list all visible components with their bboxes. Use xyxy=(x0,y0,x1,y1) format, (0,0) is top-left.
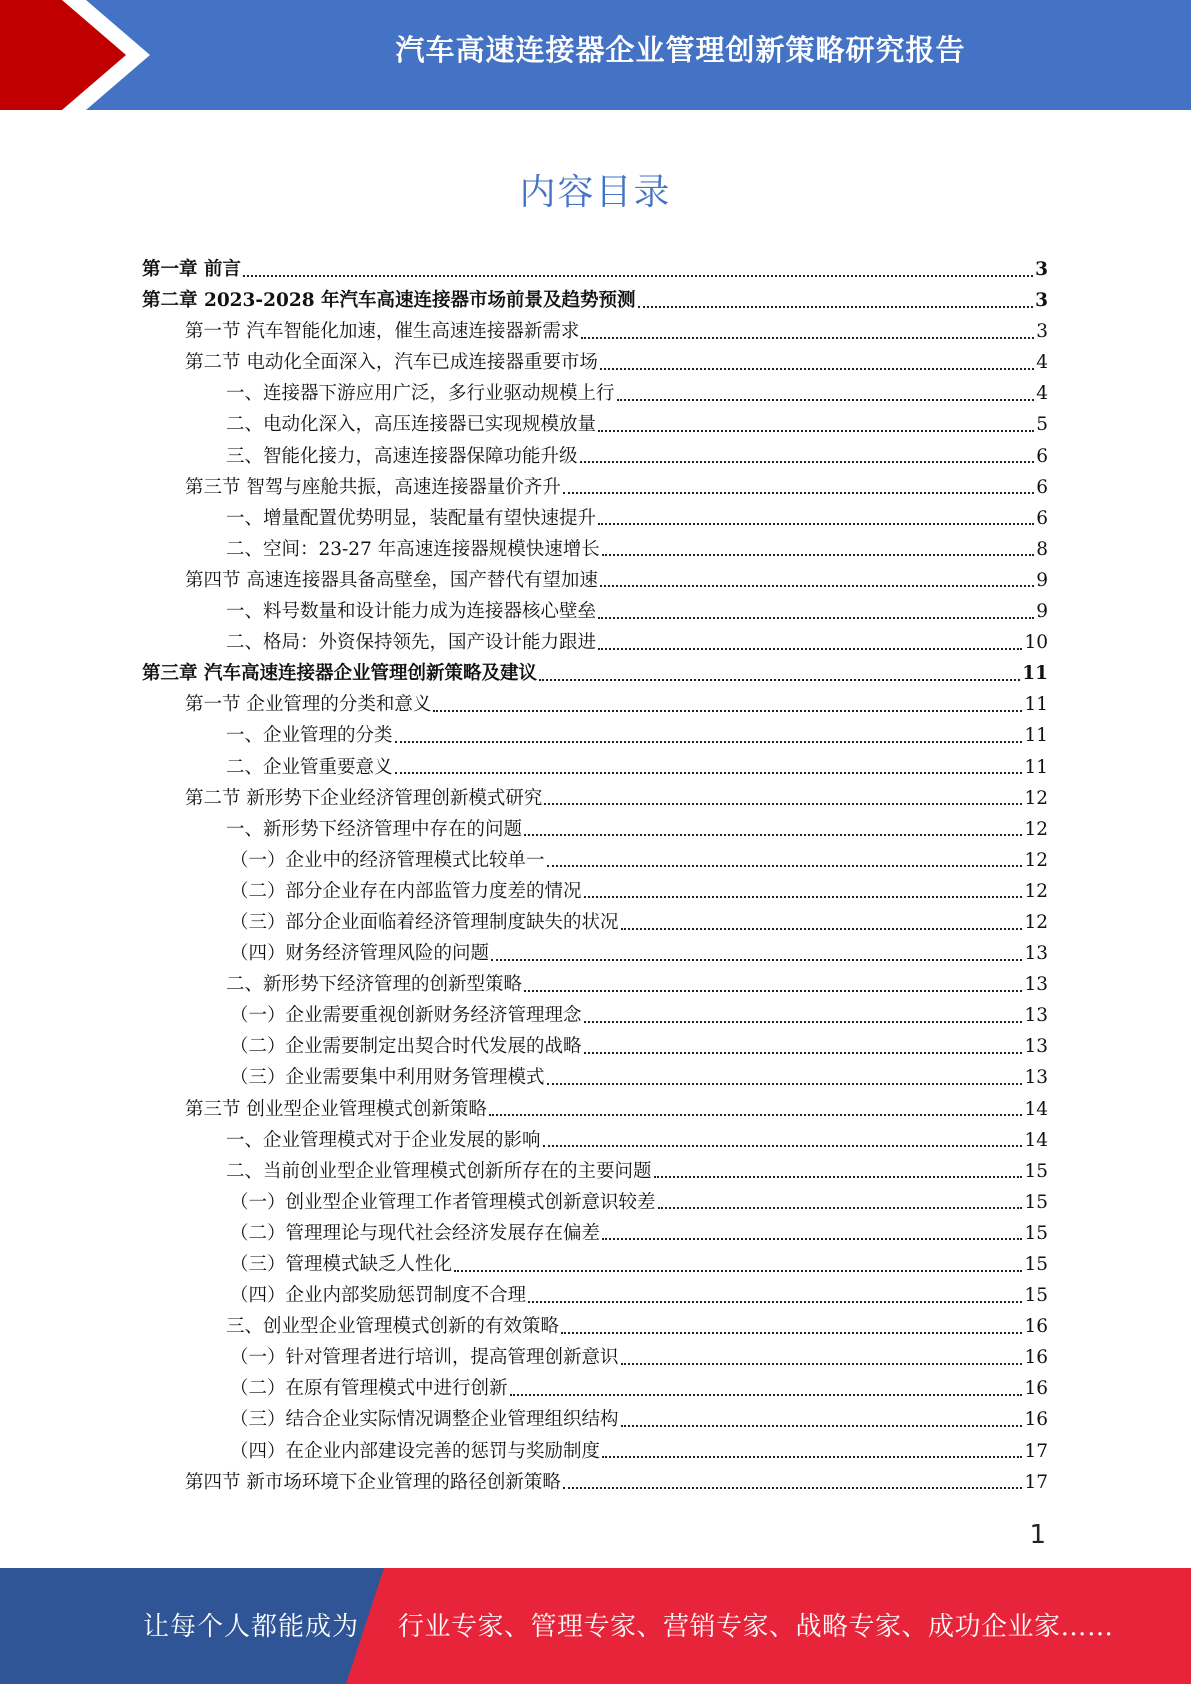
toc-entry-title: 第一章 前言 xyxy=(142,259,241,280)
toc-entry-page: 9 xyxy=(1036,601,1048,623)
toc-entry-page: 4 xyxy=(1036,383,1048,405)
toc-entry[interactable] xyxy=(142,441,1048,472)
toc-entry-title: （二）管理理论与现代社会经济发展存在偏差 xyxy=(230,1222,601,1244)
toc-entry-title: 第一节 汽车智能化加速，催生高速连接器新需求 xyxy=(185,321,580,343)
toc-leader-dots xyxy=(581,337,1034,339)
toc-entry-title: 一、新形势下经济管理中存在的问题 xyxy=(226,818,523,840)
toc-entry-title: 二、格局：外资保持领先，国产设计能力跟进 xyxy=(226,632,597,654)
report-title: 汽车高速连接器企业管理创新策略研究报告 xyxy=(395,33,966,67)
toc-leader-dots xyxy=(600,585,1034,587)
toc-entry-title: 第四节 高速连接器具备高壁垒，国产替代有望加速 xyxy=(185,569,598,591)
footer-slogan-left: 让每个人都能成为 xyxy=(143,1612,360,1642)
toc-entry-page: 17 xyxy=(1024,1440,1048,1462)
footer-banner xyxy=(0,1568,1191,1684)
toc-leader-dots xyxy=(617,399,1035,401)
page-number: 1 xyxy=(1029,1520,1046,1550)
toc-entry-title: （一）创业型企业管理工作者管理模式创新意识较差 xyxy=(230,1191,656,1213)
toc-entry-title: 第一节 企业管理的分类和意义 xyxy=(185,694,432,716)
toc-entry-title: 第二节 新形势下企业经济管理创新模式研究 xyxy=(185,787,543,809)
toc-entry-page: 16 xyxy=(1024,1316,1048,1338)
toc-leader-dots xyxy=(563,1487,1023,1489)
toc-entry-page: 5 xyxy=(1036,414,1048,436)
toc-leader-dots xyxy=(621,1425,1023,1427)
toc-entry[interactable] xyxy=(142,534,1048,565)
toc-entry[interactable] xyxy=(142,907,1048,938)
toc-entry[interactable] xyxy=(142,689,1048,720)
toc-leader-dots xyxy=(584,896,1023,898)
toc-entry-page: 14 xyxy=(1024,1098,1048,1120)
toc-entry[interactable] xyxy=(142,409,1048,440)
toc-leader-dots xyxy=(544,803,1022,805)
toc-entry-title: 二、电动化深入，高压连接器已实现规模放量 xyxy=(226,414,597,436)
toc-entry[interactable] xyxy=(142,938,1048,969)
toc-entry[interactable] xyxy=(142,1218,1048,1249)
toc-entry-page: 4 xyxy=(1036,352,1048,374)
toc-entry-title: 一、企业管理模式对于企业发展的影响 xyxy=(226,1129,541,1151)
toc-entry[interactable] xyxy=(142,472,1048,503)
toc-entry-title: 第三章 汽车高速连接器企业管理创新策略及建议 xyxy=(142,663,537,685)
toc-entry-title: （一）企业中的经济管理模式比较单一 xyxy=(230,849,545,871)
footer-slogan-right: 行业专家、管理专家、营销专家、战略专家、成功企业家…… xyxy=(398,1612,1114,1642)
toc-entry-page: 13 xyxy=(1024,1067,1048,1089)
toc-leader-dots xyxy=(584,1021,1023,1023)
toc-entry-page: 11 xyxy=(1024,725,1048,747)
toc-entry-title: （一）企业需要重视创新财务经济管理理念 xyxy=(230,1005,582,1027)
toc-entry-page: 13 xyxy=(1024,1036,1048,1058)
toc-entry-title: 第三节 创业型企业管理模式创新策略 xyxy=(185,1098,487,1120)
toc-entry-page: 15 xyxy=(1024,1254,1048,1275)
toc-entry-page: 12 xyxy=(1024,787,1048,809)
toc-leader-dots xyxy=(584,1052,1023,1054)
toc-entry[interactable] xyxy=(142,347,1048,378)
toc-entry-title: （四）财务经济管理风险的问题 xyxy=(230,943,490,965)
toc-entry-page: 8 xyxy=(1036,538,1048,560)
toc-leader-dots xyxy=(580,461,1035,463)
toc-leader-dots xyxy=(547,865,1023,867)
toc-entry[interactable] xyxy=(142,1342,1048,1373)
toc-leader-dots xyxy=(658,1207,1023,1209)
toc-leader-dots xyxy=(524,834,1022,836)
toc-entry-page: 12 xyxy=(1024,818,1048,840)
toc-entry[interactable] xyxy=(142,1373,1048,1404)
toc-entry-title: 二、企业管重要意义 xyxy=(226,756,393,778)
toc-entry[interactable] xyxy=(142,254,1048,285)
toc-leader-dots xyxy=(621,1363,1023,1365)
toc-entry[interactable] xyxy=(142,503,1048,534)
toc-entry-page: 12 xyxy=(1024,849,1048,871)
toc-entry-title: 一、料号数量和设计能力成为连接器核心壁垒 xyxy=(226,601,597,623)
toc-entry[interactable] xyxy=(142,814,1048,845)
toc-entry-page: 16 xyxy=(1024,1347,1048,1369)
toc-entry[interactable] xyxy=(142,752,1048,783)
toc-entry-title: 第二章 2023-2028 年汽车高速连接器市场前景及趋势预测 xyxy=(142,290,636,312)
toc-leader-dots xyxy=(561,1332,1022,1334)
toc-entry-page: 11 xyxy=(1024,694,1048,716)
toc-leader-dots xyxy=(654,1176,1023,1178)
toc-entry[interactable] xyxy=(142,876,1048,907)
toc-leader-dots xyxy=(243,275,1033,277)
toc-leader-dots xyxy=(598,648,1022,650)
toc-leader-dots xyxy=(510,1394,1023,1396)
toc-entry-title: （四）企业内部奖励惩罚制度不合理 xyxy=(230,1285,527,1307)
toc-entry-page: 10 xyxy=(1024,632,1048,654)
toc-entry-page: 15 xyxy=(1024,1222,1048,1244)
toc-entry[interactable] xyxy=(142,565,1048,596)
toc-entry-title: （三）部分企业面临着经济管理制度缺失的状况 xyxy=(230,911,619,933)
toc-entry-page: 16 xyxy=(1024,1409,1048,1431)
toc-leader-dots xyxy=(602,554,1035,556)
toc-entry-title: （三）企业需要集中利用财务管理模式 xyxy=(230,1067,545,1089)
toc-entry[interactable] xyxy=(142,783,1048,814)
toc-entry-title: （三）管理模式缺乏人性化 xyxy=(230,1254,453,1275)
toc-entry-page: 6 xyxy=(1036,445,1048,467)
toc-leader-dots xyxy=(563,492,1034,494)
toc-entry-title: 第二节 电动化全面深入，汽车已成连接器重要市场 xyxy=(185,352,598,374)
toc-entry-title: （三）结合企业实际情况调整企业管理组织结构 xyxy=(230,1409,619,1431)
toc-entry[interactable] xyxy=(142,1000,1048,1031)
toc-entry-title: （四）在企业内部建设完善的惩罚与奖励制度 xyxy=(230,1440,601,1462)
toc-entry[interactable] xyxy=(142,1404,1048,1435)
toc-entry-page: 15 xyxy=(1024,1191,1048,1213)
toc-leader-dots xyxy=(489,1114,1023,1116)
toc-heading: 内容目录 xyxy=(519,172,672,213)
toc-entry-page: 13 xyxy=(1024,1005,1048,1027)
toc-entry[interactable] xyxy=(142,1062,1048,1093)
toc-entry-title: 第三节 智驾与座舱共振，高速连接器量价齐升 xyxy=(185,476,561,498)
toc-entry[interactable] xyxy=(142,316,1048,347)
toc-entry-page: 13 xyxy=(1024,943,1048,965)
toc-entry-title: 一、增量配置优势明显，装配量有望快速提升 xyxy=(226,507,597,529)
toc-entry-title: （一）针对管理者进行培训，提高管理创新意识 xyxy=(230,1347,619,1369)
toc-leader-dots xyxy=(528,1301,1022,1303)
toc-leader-dots xyxy=(598,617,1034,619)
toc-leader-dots xyxy=(524,990,1022,992)
toc-entry-page: 14 xyxy=(1024,1129,1048,1151)
toc-leader-dots xyxy=(602,1238,1022,1240)
toc-leader-dots xyxy=(602,1456,1022,1458)
toc-entry-title: 第四节 新市场环境下企业管理的路径创新策略 xyxy=(185,1471,561,1493)
toc-entry-title: 一、企业管理的分类 xyxy=(226,725,393,747)
toc-entry-title: 二、空间：23-27 年高速连接器规模快速增长 xyxy=(226,538,600,560)
toc-entry-page: 3 xyxy=(1036,321,1048,343)
toc-entry[interactable] xyxy=(142,378,1048,409)
toc-entry-page: 17 xyxy=(1024,1471,1048,1493)
toc-entry[interactable] xyxy=(142,1280,1048,1311)
toc-entry[interactable] xyxy=(142,658,1048,689)
toc-entry[interactable] xyxy=(142,1125,1048,1156)
toc-entry-page: 13 xyxy=(1024,974,1048,996)
toc-entry-page: 11 xyxy=(1024,756,1048,778)
toc-entry-page: 6 xyxy=(1036,507,1048,529)
toc-leader-dots xyxy=(598,430,1034,432)
toc-leader-dots xyxy=(539,679,1020,681)
toc-entry[interactable] xyxy=(142,845,1048,876)
toc-leader-dots xyxy=(395,741,1023,743)
toc-entry[interactable] xyxy=(142,285,1048,316)
toc-entry-title: 二、当前创业型企业管理模式创新所存在的主要问题 xyxy=(226,1160,652,1182)
toc-entry-page: 15 xyxy=(1024,1160,1048,1182)
toc-entry-title: 三、创业型企业管理模式创新的有效策略 xyxy=(226,1316,560,1338)
toc-entry-title: 一、连接器下游应用广泛，多行业驱动规模上行 xyxy=(226,383,615,405)
toc-entry-page: 6 xyxy=(1036,476,1048,498)
toc-entry-page: 3 xyxy=(1035,259,1048,280)
toc-leader-dots xyxy=(395,772,1023,774)
toc-entry-title: （二）企业需要制定出契合时代发展的战略 xyxy=(230,1036,582,1058)
toc-entry-title: （二）部分企业存在内部监管力度差的情况 xyxy=(230,880,582,902)
toc-entry-title: 二、新形势下经济管理的创新型策略 xyxy=(226,974,523,996)
toc-entry[interactable] xyxy=(142,1467,1048,1498)
toc-leader-dots xyxy=(638,306,1034,308)
toc-leader-dots xyxy=(547,1083,1023,1085)
toc-entry-page: 12 xyxy=(1024,911,1048,933)
toc-entry[interactable] xyxy=(142,1436,1048,1467)
toc-entry-page: 11 xyxy=(1022,663,1048,685)
toc-entry-title: 三、智能化接力，高速连接器保障功能升级 xyxy=(226,445,578,467)
toc-entry[interactable] xyxy=(142,1187,1048,1218)
toc-leader-dots xyxy=(598,523,1034,525)
toc-entry-page: 3 xyxy=(1035,290,1048,312)
toc-entry[interactable] xyxy=(142,627,1048,658)
header-banner xyxy=(0,0,1191,110)
toc-entry-title: （二）在原有管理模式中进行创新 xyxy=(230,1378,508,1400)
toc-leader-dots xyxy=(621,928,1023,930)
toc-entry-page: 12 xyxy=(1024,880,1048,902)
toc-entry[interactable] xyxy=(142,1249,1048,1280)
toc-entry-page: 15 xyxy=(1024,1285,1048,1307)
toc-leader-dots xyxy=(491,959,1022,961)
toc-entry[interactable] xyxy=(142,596,1048,627)
toc-leader-dots xyxy=(600,368,1034,370)
toc-entry[interactable] xyxy=(142,720,1048,751)
toc-entry[interactable] xyxy=(142,1156,1048,1187)
toc-entry[interactable] xyxy=(142,1094,1048,1125)
toc-leader-dots xyxy=(433,710,1022,712)
toc-entry[interactable] xyxy=(142,1311,1048,1342)
toc-entry-page: 16 xyxy=(1024,1378,1048,1400)
toc-entry-page: 9 xyxy=(1036,569,1048,591)
table-of-contents xyxy=(142,254,1048,1498)
toc-entry[interactable] xyxy=(142,1031,1048,1062)
toc-leader-dots xyxy=(543,1145,1023,1147)
toc-entry[interactable] xyxy=(142,969,1048,1000)
toc-leader-dots xyxy=(454,1270,1022,1272)
